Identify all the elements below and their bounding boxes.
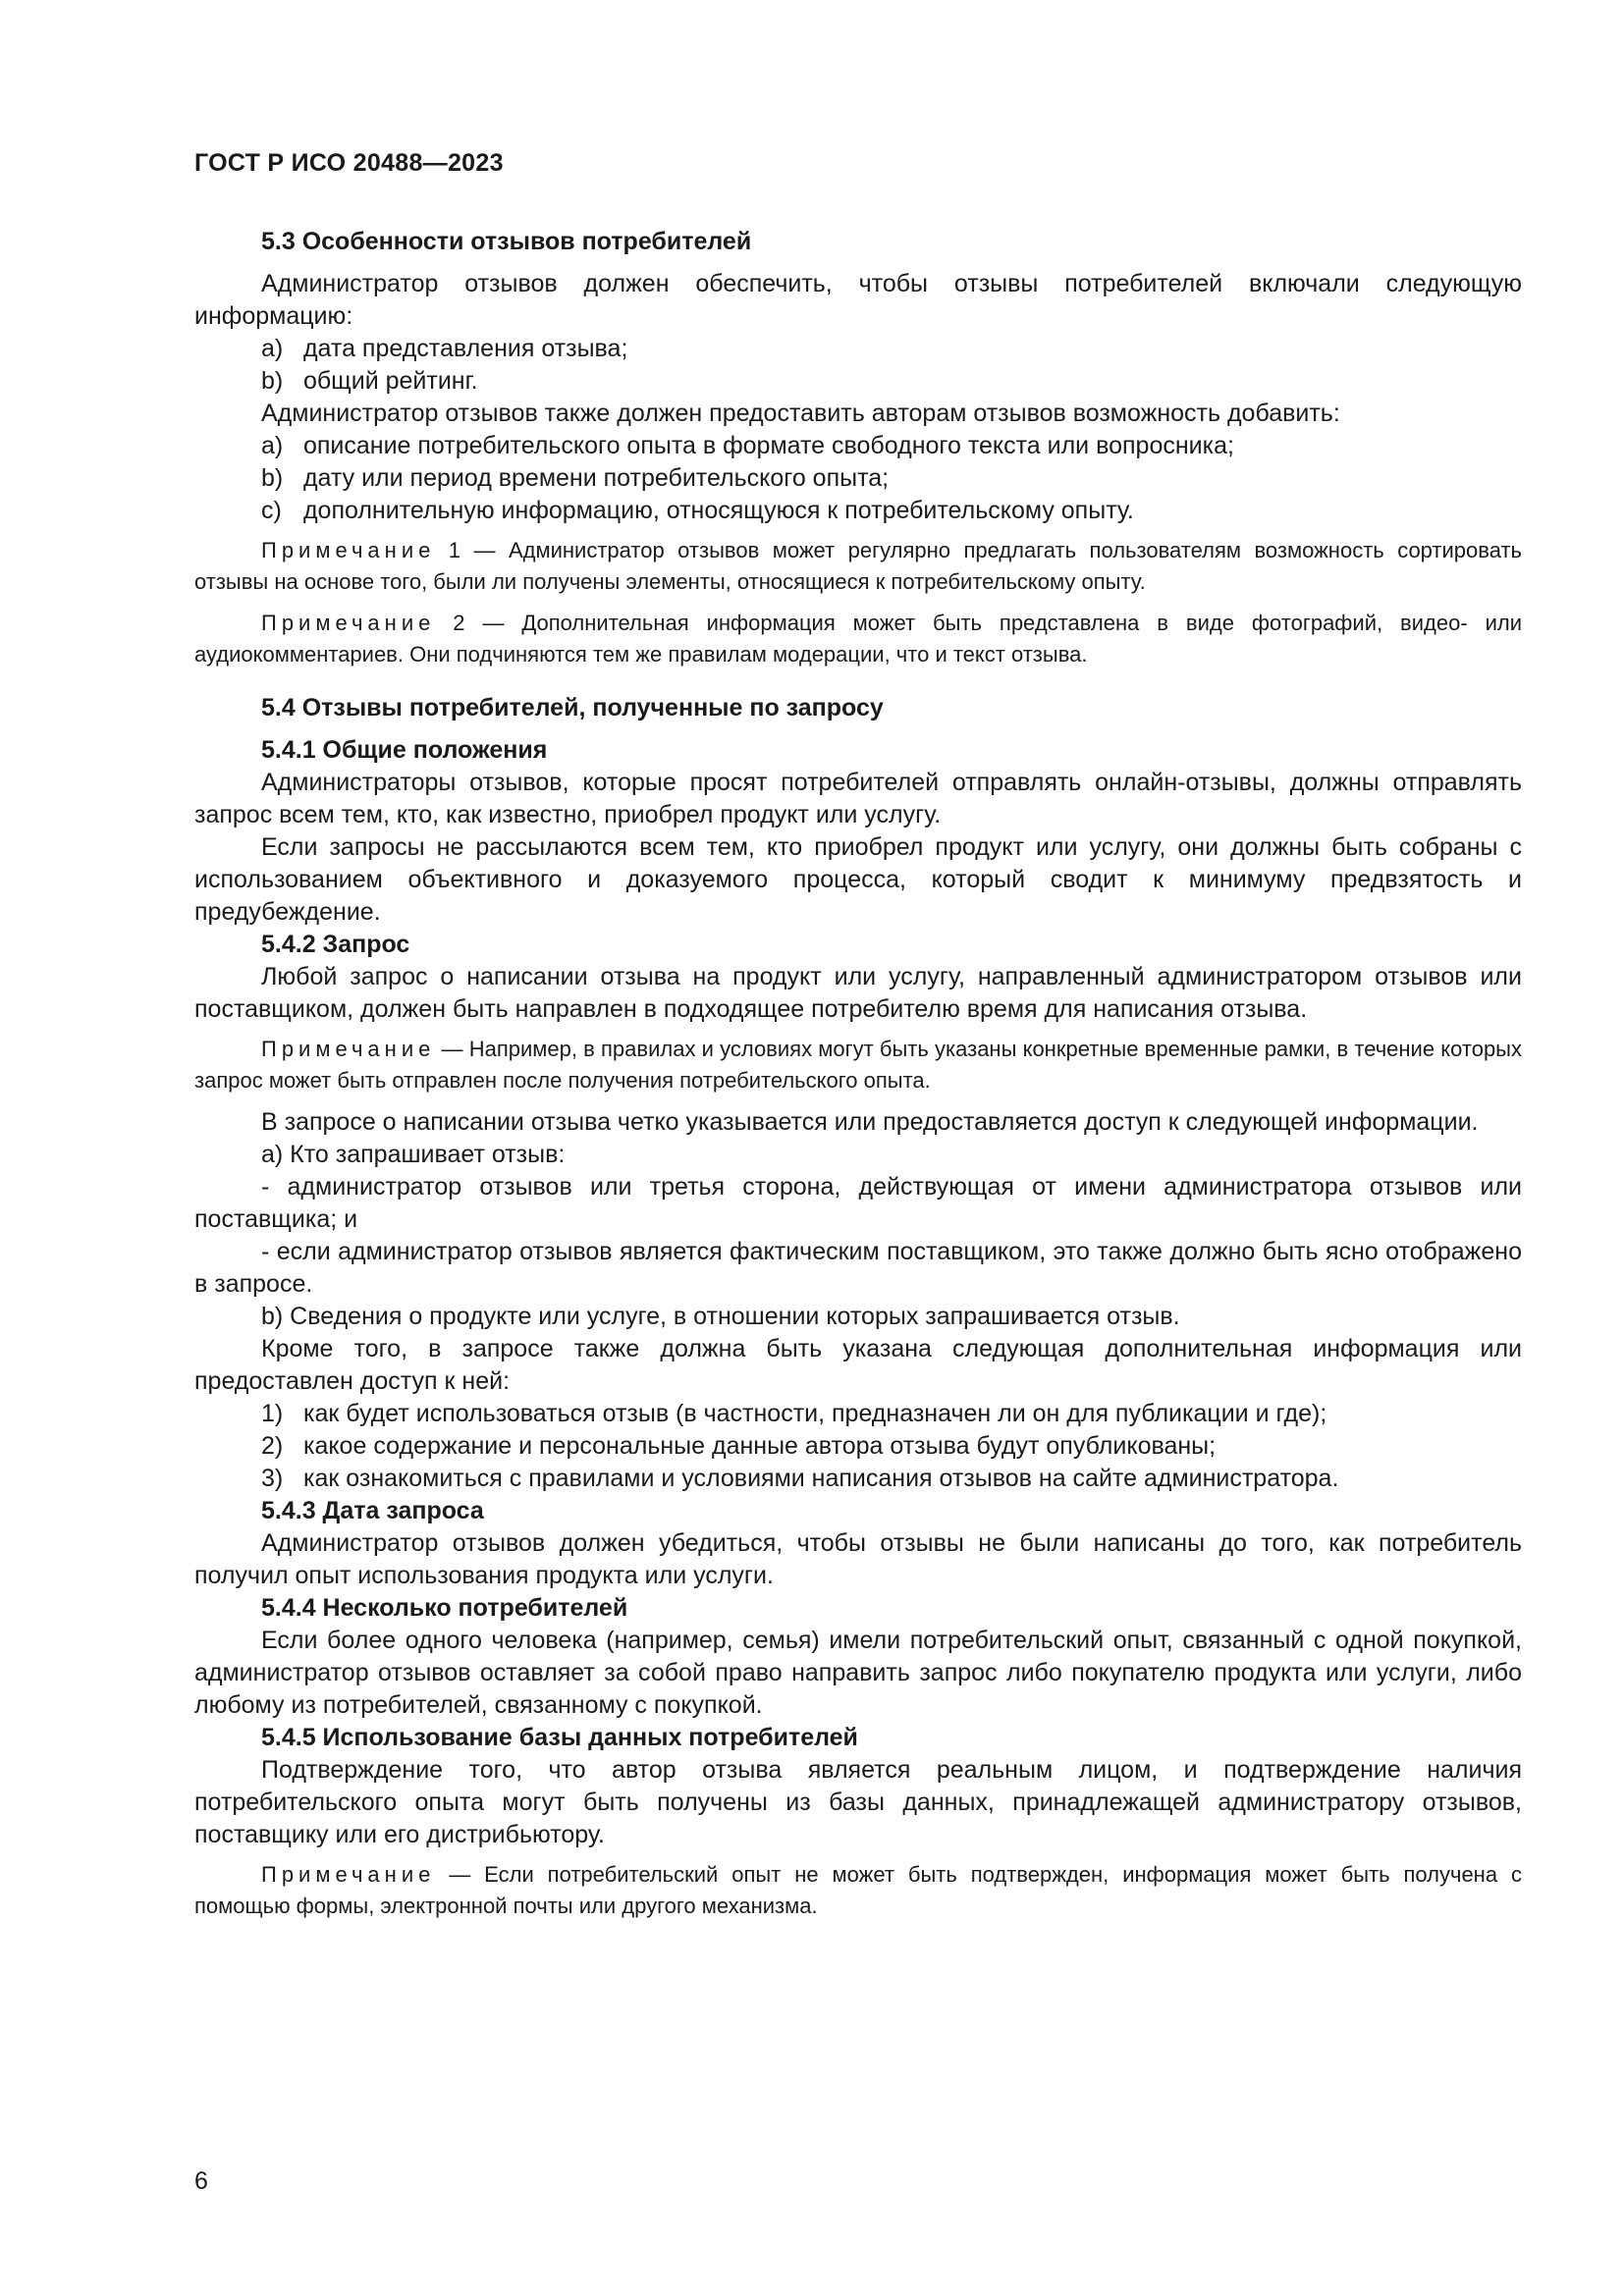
section-5-4-3-title: 5.4.3 Дата запроса (261, 1497, 484, 1524)
section-5-4-4-title: 5.4.4 Несколько потребителей (261, 1594, 628, 1622)
list-item: b) Сведения о продукте или услуге, в отношении которых запрашивается отзыв. (261, 1303, 1180, 1330)
paragraph: Если запросы не рассылаются всем тем, кто приобрел продукт или услугу, они должны быть собраны с использованием объективного и доказуемого процесса, который сводит к минимуму предвзятость и предубеждение. (194, 833, 1522, 926)
paragraph: Любой запрос о написании отзыва на продукт или услугу, направленный администратором отзывов или поставщиком, должен быть направлен в подходящее потребителю время для написания отзыва. (194, 963, 1522, 1023)
paragraph: Администратор отзывов также должен предоставить авторам отзывов возможность добавить: (261, 400, 1340, 427)
paragraph: Кроме того, в запросе также должна быть указана следующая дополнительная информация или предоставлен доступ к ней: (194, 1335, 1522, 1395)
list-item: a) дата представления отзыва; (261, 335, 628, 362)
section-5-4-title: 5.4 Отзывы потребителей, полученные по запросу (261, 694, 884, 721)
section-5-4-5-title: 5.4.5 Использование базы данных потребителей (261, 1724, 858, 1751)
section-5-4-1-title: 5.4.1 Общие положения (261, 736, 548, 764)
paragraph: Подтверждение того, что автор отзыва является реальным лицом, и подтверждение наличия потребительского опыта могут быть получены из базы данных, принадлежащей администратору отзывов, поставщику или его дистрибьютору. (194, 1756, 1522, 1848)
page-number: 6 (194, 2167, 208, 2195)
list-item: 3) как ознакомиться с правилами и условиями написания отзывов на сайте администратора. (261, 1465, 1339, 1492)
paragraph: Если более одного человека (например, семья) имели потребительский опыт, связанный с одной покупкой, администратор отзывов оставляет за собой право направить запрос либо покупателю продукта или услуги, либо любому из потребителей, связанному с покупкой. (194, 1627, 1522, 1719)
note: Примечание — Если потребительский опыт не может быть подтвержден, информация может быть получена с помощью формы, электронной почты или другого механизма. (194, 1862, 1522, 1918)
note: Примечание 1 — Администратор отзывов может регулярно предлагать пользователям возможность сортировать отзывы на основе того, были ли получены элементы, относящиеся к потребительскому опыту. (194, 538, 1522, 594)
note: Примечание 2 — Дополнительная информация может быть представлена в виде фотографий, видео- или аудиокомментариев. Они подчиняются тем же правилам модерации, что и текст отзыва. (194, 611, 1522, 667)
paragraph: Администратор отзывов должен убедиться, чтобы отзывы не были написаны до того, как потребитель получил опыт использования продукта или услуги. (194, 1529, 1522, 1589)
list-item: 2) какое содержание и персональные данные автора отзыва будут опубликованы; (261, 1432, 1217, 1460)
list-item: c) дополнительную информацию, относящуюся к потребительскому опыту. (261, 497, 1134, 524)
list-item: - администратор отзывов или третья сторона, действующая от имени администратора отзывов или поставщика; и (194, 1173, 1522, 1233)
list-item: - если администратор отзывов является фактическим поставщиком, это также должно быть ясно отображено в запросе. (194, 1238, 1522, 1298)
list-item: b) дату или период времени потребительского опыта; (261, 464, 890, 492)
list-item: a) описание потребительского опыта в формате свободного текста или вопросника; (261, 432, 1234, 459)
document-body (194, 226, 1522, 1932)
section-5-4-2-title: 5.4.2 Запрос (261, 931, 410, 958)
paragraph: Администратор отзывов должен обеспечить, чтобы отзывы потребителей включали следующую информацию: (194, 270, 1522, 330)
note: Примечание — Например, в правилах и условиях могут быть указаны конкретные временные рамки, в течение которых запрос может быть отправлен после получения потребительского опыта. (194, 1037, 1522, 1093)
document-header: ГОСТ Р ИСО 20488—2023 (194, 149, 504, 177)
list-item: 1) как будет использоваться отзыв (в частности, предназначен ли он для публикации и где); (261, 1400, 1327, 1427)
paragraph: Администраторы отзывов, которые просят потребителей отправлять онлайн-отзывы, должны отправлять запрос всем тем, кто, как известно, приобрел продукт или услугу. (194, 769, 1522, 828)
section-5-3-title: 5.3 Особенности отзывов потребителей (261, 228, 752, 255)
list-item: a) Кто запрашивает отзыв: (261, 1141, 566, 1168)
list-item: b) общий рейтинг. (261, 367, 478, 395)
paragraph: В запросе о написании отзыва четко указывается или предоставляется доступ к следующей информации. (261, 1108, 1479, 1136)
